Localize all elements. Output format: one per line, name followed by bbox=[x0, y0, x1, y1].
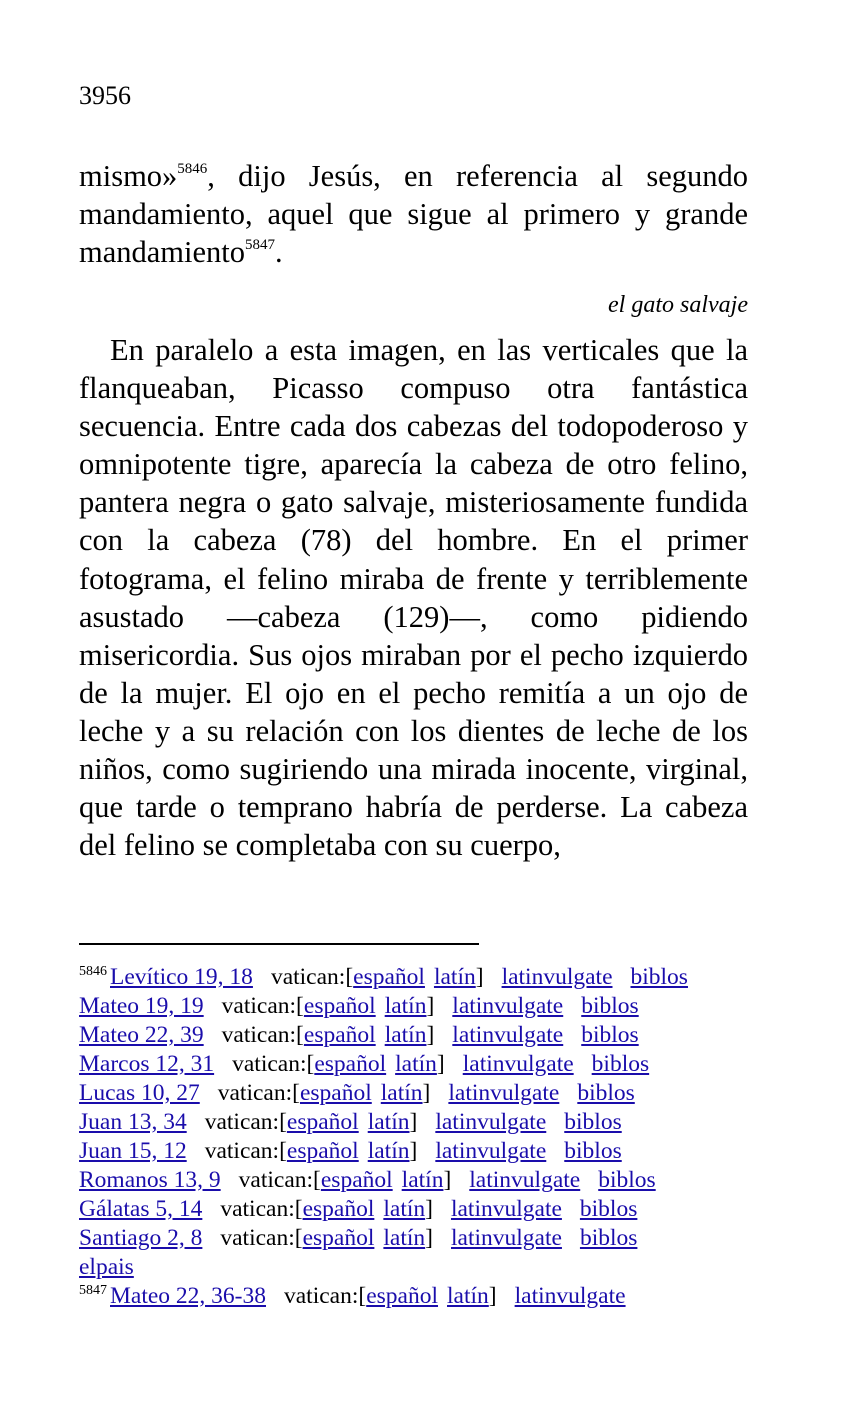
footnote-line bbox=[79, 1166, 799, 1195]
biblos-link[interactable]: biblos bbox=[564, 1138, 622, 1164]
latinvulgate-link[interactable]: latinvulgate bbox=[501, 964, 613, 990]
espanol-link[interactable]: español bbox=[302, 1225, 375, 1251]
bracket-close: ] bbox=[426, 1022, 435, 1048]
bracket-close: ] bbox=[475, 964, 484, 990]
footnote-line bbox=[79, 1282, 799, 1311]
bible-ref-link[interactable]: Santiago 2, 8 bbox=[79, 1225, 203, 1251]
biblos-link[interactable]: biblos bbox=[630, 964, 688, 990]
footnote-line bbox=[79, 1108, 799, 1137]
elpais-link[interactable]: elpais bbox=[79, 1254, 134, 1280]
latinvulgate-link[interactable]: latinvulgate bbox=[448, 1080, 560, 1106]
espanol-link[interactable]: español bbox=[353, 964, 425, 990]
latin-link[interactable]: latín bbox=[384, 993, 427, 1019]
footnote-line bbox=[79, 1050, 799, 1079]
paragraph-text: . bbox=[275, 235, 283, 270]
footnote-ref-5847: 5847 bbox=[245, 237, 276, 254]
footnotes bbox=[79, 963, 799, 1311]
bracket-close: ] bbox=[443, 1167, 452, 1193]
footnote-divider bbox=[79, 943, 479, 945]
biblos-link[interactable]: biblos bbox=[577, 1080, 635, 1106]
footnote-line bbox=[79, 1021, 799, 1050]
continued-paragraph bbox=[79, 157, 748, 271]
biblos-link[interactable]: biblos bbox=[581, 993, 639, 1019]
bracket-close: ] bbox=[409, 1109, 418, 1135]
bracket-close: ] bbox=[425, 1196, 433, 1222]
latin-link[interactable]: latín bbox=[380, 1080, 423, 1106]
bible-ref-link[interactable]: Marcos 12, 31 bbox=[79, 1051, 215, 1077]
vatican-label: vatican:[ bbox=[221, 1022, 304, 1048]
latin-link[interactable]: latín bbox=[384, 1022, 427, 1048]
bracket-close: ] bbox=[409, 1138, 418, 1164]
latinvulgate-link[interactable]: latinvulgate bbox=[450, 1196, 562, 1222]
espanol-link[interactable]: español bbox=[302, 1196, 375, 1222]
biblos-link[interactable]: biblos bbox=[579, 1196, 638, 1222]
footnote-line bbox=[79, 992, 799, 1021]
bible-ref-link[interactable]: Gálatas 5, 14 bbox=[79, 1196, 203, 1222]
vatican-label: vatican:[ bbox=[204, 1138, 287, 1164]
latinvulgate-link[interactable]: latinvulgate bbox=[435, 1138, 547, 1164]
bracket-close: ] bbox=[426, 993, 435, 1019]
vatican-label: vatican:[ bbox=[221, 993, 304, 1019]
vatican-label: vatican:[ bbox=[284, 1283, 367, 1309]
bible-ref-link[interactable]: Mateo 22, 39 bbox=[79, 1022, 204, 1048]
espanol-link[interactable]: español bbox=[303, 1022, 376, 1048]
vatican-label: vatican:[ bbox=[220, 1196, 303, 1222]
footnote-line bbox=[79, 1195, 799, 1224]
footnote-line bbox=[79, 963, 799, 992]
footnote-number: 5847 bbox=[79, 1283, 107, 1298]
footnote-line bbox=[79, 1253, 799, 1282]
bracket-close: ] bbox=[425, 1225, 433, 1251]
page-number: 3956 bbox=[79, 81, 131, 110]
bible-ref-link[interactable]: Romanos 13, 9 bbox=[79, 1167, 221, 1193]
latinvulgate-link[interactable]: latinvulgate bbox=[462, 1051, 574, 1077]
body-paragraph: En paralelo a esta imagen, en las verticales que la flanqueaban, Picasso compuso otra fantástica secuencia. Entre cada dos cabezas del todopoderoso y omnipotente tigre, aparecía la cabeza de otro felino, pantera negra o gato salvaje, misteriosamente fundida con la cabeza (78) del hombre. En el primer fotograma, el felino miraba de frente y terriblemente asustado —cabeza (129)—, como pidiendo misericordia. Sus ojos miraban por el pecho izquierdo de la mujer. El ojo en el pecho remitía a un ojo de leche y a su relación con los dientes de leche de los niños, como sugiriendo una mirada inocente, virginal, que tarde o temprano habría de perderse. La cabeza del felino se completaba con su cuerpo, bbox=[79, 333, 748, 863]
espanol-link[interactable]: español bbox=[320, 1167, 393, 1193]
bible-ref-link[interactable]: Mateo 22, 36-38 bbox=[110, 1283, 266, 1309]
latinvulgate-link[interactable]: latinvulgate bbox=[469, 1167, 581, 1193]
section-heading: el gato salvaje bbox=[608, 292, 748, 318]
vatican-label: vatican:[ bbox=[238, 1167, 321, 1193]
espanol-link[interactable]: español bbox=[299, 1080, 372, 1106]
bracket-close: ] bbox=[422, 1080, 431, 1106]
vatican-label: vatican:[ bbox=[220, 1225, 303, 1251]
bible-ref-link[interactable]: Lucas 10, 27 bbox=[79, 1080, 200, 1106]
espanol-link[interactable]: español bbox=[286, 1138, 359, 1164]
latin-link[interactable]: latín bbox=[367, 1138, 410, 1164]
latinvulgate-link[interactable]: latinvulgate bbox=[514, 1283, 626, 1309]
latinvulgate-link[interactable]: latinvulgate bbox=[452, 993, 564, 1019]
footnote-line bbox=[79, 1137, 799, 1166]
bracket-close: ] bbox=[436, 1051, 445, 1077]
bible-ref-link[interactable]: Mateo 19, 19 bbox=[79, 993, 204, 1019]
espanol-link[interactable]: español bbox=[286, 1109, 359, 1135]
footnote-line bbox=[79, 1079, 799, 1108]
biblos-link[interactable]: biblos bbox=[579, 1225, 638, 1251]
bible-ref-link[interactable]: Juan 15, 12 bbox=[79, 1138, 187, 1164]
footnote-line bbox=[79, 1224, 799, 1253]
latinvulgate-link[interactable]: latinvulgate bbox=[452, 1022, 564, 1048]
footnote-number: 5846 bbox=[79, 964, 107, 979]
latinvulgate-link[interactable]: latinvulgate bbox=[451, 1225, 562, 1251]
paragraph-text: , dijo Jesús, en referencia al segundo mandamiento, aquel que sigue al primero y grande mandamiento bbox=[79, 159, 748, 270]
vatican-label: vatican:[ bbox=[217, 1080, 300, 1106]
bracket-close: ] bbox=[488, 1283, 497, 1309]
latin-link[interactable]: latín bbox=[433, 964, 476, 990]
biblos-link[interactable]: biblos bbox=[598, 1167, 656, 1193]
latin-link[interactable]: latín bbox=[383, 1196, 426, 1222]
espanol-link[interactable]: español bbox=[314, 1051, 387, 1077]
latin-link[interactable]: latín bbox=[401, 1167, 444, 1193]
vatican-label: vatican:[ bbox=[204, 1109, 287, 1135]
latin-link[interactable]: latín bbox=[383, 1225, 426, 1251]
latin-link[interactable]: latín bbox=[367, 1109, 410, 1135]
vatican-label: vatican:[ bbox=[232, 1051, 315, 1077]
footnote-ref-5846: 5846 bbox=[177, 161, 208, 177]
biblos-link[interactable]: biblos bbox=[564, 1109, 622, 1135]
bible-ref-link[interactable]: Juan 13, 34 bbox=[79, 1109, 187, 1135]
biblos-link[interactable]: biblos bbox=[581, 1022, 639, 1048]
biblos-link[interactable]: biblos bbox=[591, 1051, 650, 1077]
vatican-label: vatican:[ bbox=[270, 964, 354, 990]
espanol-link[interactable]: español bbox=[303, 993, 376, 1019]
latinvulgate-link[interactable]: latinvulgate bbox=[435, 1109, 547, 1135]
paragraph-text: mismo» bbox=[79, 159, 178, 193]
espanol-link[interactable]: español bbox=[366, 1283, 439, 1309]
latin-link[interactable]: latín bbox=[447, 1283, 489, 1309]
bible-ref-link[interactable]: Levítico 19, 18 bbox=[110, 964, 253, 990]
latin-link[interactable]: latín bbox=[395, 1051, 437, 1077]
